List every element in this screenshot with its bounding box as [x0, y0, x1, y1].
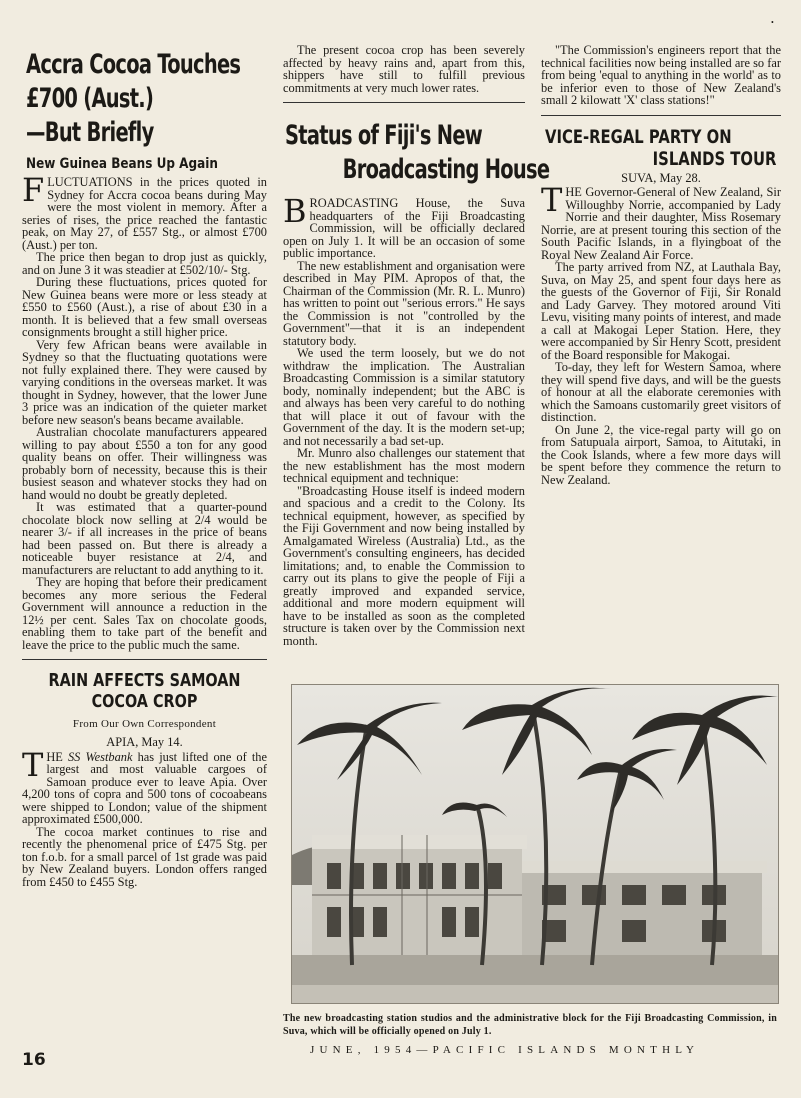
column-middle — [283, 43, 550, 648]
rain-headline-line-2: COCOA CROP — [91, 691, 198, 712]
cocoa-headline-line-1: Accra Cocoa Touches — [26, 49, 241, 80]
fiji-headline-line-1: Status of Fiji's New — [285, 120, 483, 151]
broadcasting-house-photo — [291, 684, 779, 1004]
cocoa-subhead: New Guinea Beans Up Again — [26, 156, 218, 172]
rain-byline: From Our Own Correspondent — [72, 718, 217, 730]
vice-p1-text: HE Governor-General of New Zealand, Sir Willoughby Norrie, accompanied by Lady Norrie and their daughter, Miss Rosemary Norrie, are at present touring this section of the South Pacific Islands, in a flyingboat of the Royal New Zealand Air Force. — [541, 185, 781, 262]
fiji-dropcap: B — [283, 192, 307, 230]
cocoa-p1-text: LUCTUATIONS in the prices quoted in Sydney for Accra cocoa beans during May were the most violent in memory. After a series of rises, the price reached the fantastic peak, on May 27, of £557 Stg., or almost £700 (Aust.) per ton. — [22, 175, 267, 252]
vice-headline — [545, 125, 777, 170]
rain-article — [22, 670, 267, 888]
cocoa-article — [22, 48, 267, 651]
vice-headline-line-1: VICE-REGAL PARTY ON — [545, 125, 732, 148]
fiji-article — [283, 119, 550, 648]
rain-paragraph-2: The cocoa market continues to rise and recently the phenomenal price of £475 Stg. per ton f.o.b. for a small parcel of 1st grade was paid by New Zealand buyers. London offers ranged from £450 to £455 Stg. — [22, 824, 267, 889]
page-number: 16 — [22, 1050, 46, 1070]
rain-p1-lead: HE — [46, 749, 68, 764]
rain-dropcap: T — [22, 745, 44, 784]
vice-body — [541, 181, 781, 487]
cocoa-paragraph-6: It was estimated that a quarter-pound chocolate block now selling at 2/4 would be nearer 3/- if all increases in the price of beans had been passed on. But there is already a noticeable buyer resistance at 2/4, and manufacturers are reluctant to add anything to it. — [22, 500, 267, 577]
cocoa-dropcap: F — [22, 171, 45, 209]
ship-name: SS Westbank — [67, 749, 133, 764]
photo-illustration — [292, 685, 778, 1003]
cocoa-paragraph-2: The price then began to drop just as quickly, and on June 3 it was steadier at £502/10/- Stg. — [22, 250, 267, 277]
cocoa-paragraph-5: Australian chocolate manufacturers appeared willing to pay about £550 a ton for any good quality beans on offer. Their willingness was probably born of necessity, because this is their busiest season and whatever stocks they had on hand would no doubt be greatly depleted. — [22, 425, 267, 502]
vice-headline-line-2: ISLANDS TOUR — [652, 147, 777, 170]
cocoa-headline-line-2: £700 (Aust.) — [26, 83, 154, 114]
fiji-paragraph-2: The new establishment and organisation were described in May PIM. Apropos of that, the Chairman of the Commission (Mr. R. L. Munro) has written to point out "serious errors." He says the Commission is not "controlled by the Government"—that it is an independent statutory body. — [283, 258, 525, 348]
fiji-headline-line-2: Broadcasting House — [342, 154, 550, 185]
rain-p1-rest: has just lifted one of the largest and most valuable cargoes of Samoan produce ever to leave Apia. Over 4,200 tons of copra and 500 tons of cocoabeans were shipped to London; value of the shipment approximated £500,000. — [22, 749, 267, 826]
column-left — [22, 44, 267, 888]
vice-paragraph-3: To-day, they left for Western Samoa, where they will spend five days, and will be the guests of honour at all the elaborate ceremonies with which the Samoans customarily greet visitors of distinction. — [541, 360, 781, 424]
rain-continued — [283, 44, 525, 94]
fiji-body — [283, 192, 525, 648]
vice-paragraph-2: The party arrived from NZ, at Lauthala Bay, Suva, on May 25, and spent four days here as the guests of the Governor of Fiji, Sir Ronald and Lady Garvey. They motored around Viti Levu, visiting many points of interest, and made a call at Makogai Leper Station. Here, they were accompanied by Sir Henry Scott, president of the Board responsible for Makogai. — [541, 260, 781, 362]
fiji-paragraph-5: "Broadcasting House itself is indeed modern and spacious and a credit to the Colony. Its technical equipment, however, as specified by the Fiji Government and now being installed by Amalgamated Wireless (Australia) Ltd., as the Government's consulting engineers, has decided limitations; and, to enable the Commission to carry out its plans to give the people of Fiji a greatly improved and expanded service, additional and more modern equipment will have to be installed as soon as the completed structure is taken over by the Commission next month. — [283, 483, 525, 648]
fiji-paragraph-3: We used the term loosely, but we do not withdraw the implication. The Australian Broadcasting Commission is a similar statutory body, nominally independent; but the ABC is and always has been very careful to do nothing that will place it out of favour with the Government of the day. It is the modern set-up; and not necessarily a bad set-up. — [283, 346, 525, 448]
rain-dateline: APIA, May 14. — [106, 735, 183, 749]
fiji-paragraph-1 — [283, 192, 525, 260]
cocoa-headline — [26, 48, 241, 150]
rain-paragraph-3: The present cocoa crop has been severely affected by heavy rains and, apart from this, shippers have still to fulfill previous commitments at very much lower rates. — [283, 43, 525, 95]
page-footer: JUNE, 1954—PACIFIC ISLANDS MONTHLY — [310, 1044, 700, 1056]
corner-mark: • — [771, 18, 774, 27]
column-right — [541, 44, 781, 486]
vice-dropcap: T — [541, 181, 563, 219]
rain-paragraph-1 — [22, 745, 267, 826]
vice-paragraph-1 — [541, 181, 781, 262]
fiji-continued — [541, 44, 781, 107]
fiji-paragraph-4: Mr. Munro also challenges our statement that the new establishment has the most modern technical equipment and technique: — [283, 446, 525, 485]
column-divider — [541, 115, 781, 116]
cocoa-body — [22, 171, 267, 652]
cocoa-paragraph-1 — [22, 171, 267, 252]
vice-dateline: SUVA, May 28. — [621, 170, 701, 185]
rain-headline-line-1: RAIN AFFECTS SAMOAN — [48, 670, 241, 691]
fiji-p1-text: ROADCASTING House, the Suva headquarters of the Fiji Broadcasting Commission, will be officially declared open on July 1. It will be an occasion of some public importance. — [283, 196, 525, 260]
column-divider — [283, 102, 525, 103]
vice-article — [541, 126, 781, 487]
cocoa-paragraph-7: They are hoping that before their predicament becomes any more serious the Federal Government will announce a reduction in the 12½ per cent. Sales Tax on chocolate goods, enabling them to take part of the benefit and leave the price to the public much the same. — [22, 575, 267, 652]
vice-paragraph-4: On June 2, the vice-regal party will go on from Satupuala airport, Samoa, to Aitutaki, in the Cook Islands, where a few more days will be spent before they commence the return to New Zealand. — [541, 422, 781, 487]
rain-body — [22, 745, 267, 889]
fiji-paragraph-6: "The Commission's engineers report that the technical facilities now being installed are so far from being 'equal to anything in the world' as to be inferior even to those of New Zealand's small 2 kilowatt 'X' class stations!" — [541, 43, 781, 107]
fiji-headline — [285, 119, 550, 187]
rain-headline — [47, 670, 243, 712]
cocoa-paragraph-4: Very few African beans were available in Sydney so that the fluctuating quotations were not fully explained there. They were caused by varying conditions in the overseas market. It was thought in Sydney, however, that the lower June 3 price was an indication of the quieter market before new season's beans became available. — [22, 337, 267, 427]
photo-caption: The new broadcasting station studios and the administrative block for the Fiji Broadcasting Commission, in Suva, which will be officially opened on July 1. — [283, 1013, 777, 1037]
cocoa-paragraph-3: During these fluctuations, prices quoted for New Guinea beans were more or less steady at £550 to £560 (Aust.), a rise of about £30 in a month. It is believed that a few small overseas consignments brought a still higher price. — [22, 275, 267, 339]
cocoa-headline-line-3: —But Briefly — [26, 117, 154, 148]
column-divider — [22, 659, 267, 660]
